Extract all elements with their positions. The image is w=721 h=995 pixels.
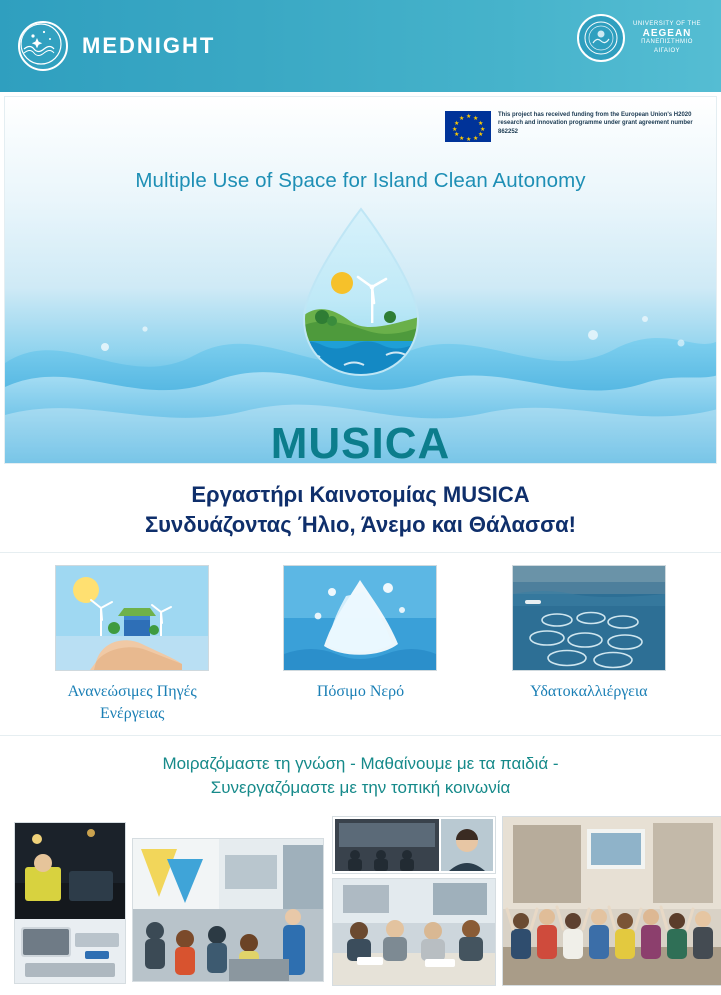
mednight-circle-icon	[18, 21, 68, 71]
subtitle-line-1: Μοιραζόμαστε τη γνώση - Μαθαίνουμε με τα παιδιά -	[162, 754, 559, 773]
photo-gallery	[10, 816, 711, 986]
group-celebration-photo	[502, 816, 721, 986]
eu-flag-icon: ★ ★ ★ ★ ★ ★ ★ ★ ★ ★ ★ ★	[445, 111, 491, 142]
subtitle-line-2: Συνεργαζόμαστε με την τοπική κοινωνία	[210, 778, 511, 797]
pillar-label: Πόσιμο Νερό	[316, 683, 405, 700]
aegean-line-2: AEGEAN	[642, 28, 692, 39]
pillar-renewable-energy	[37, 565, 227, 725]
page-header	[0, 0, 721, 92]
aegean-line-3: ΠΑΝΕΠΙΣΤΗΜΙΟ	[641, 39, 693, 45]
aegean-university-logo	[577, 14, 701, 62]
workshop-title-line-1: Εργαστήρι Καινοτομίας MUSICA	[191, 482, 530, 507]
mednight-wordmark: MEDNIGHT	[82, 33, 216, 58]
aegean-university-text	[633, 20, 701, 56]
musica-banner	[4, 96, 717, 464]
pillar-label: Ανανεώσιμες Πηγές Ενέργειας	[67, 683, 197, 722]
musica-wordmark: MUSICA	[270, 419, 451, 464]
banner-title: Multiple Use of Space for Island Clean Autonomy	[135, 169, 586, 192]
aegean-line-1: UNIVERSITY OF THE	[633, 21, 701, 27]
eu-funding-text: This project has received funding from the European Union's H2020 research and innovation programme under grant agreement number 862252	[498, 112, 693, 135]
community-subtitle	[0, 736, 721, 814]
workshop-title-block	[0, 464, 721, 553]
video-call-meeting-photo	[332, 816, 496, 874]
aquaculture-sea-cages-photo	[512, 565, 666, 671]
musica-waterdrop-logo-icon	[286, 205, 436, 383]
eu-funding-badge	[445, 111, 713, 142]
pillar-aquaculture	[494, 565, 684, 703]
classroom-students-presentation-photo	[132, 838, 324, 982]
pillar-label: Υδατοκαλλιέργεια	[530, 683, 648, 700]
pillar-drinking-water	[265, 565, 455, 703]
pillars-section	[0, 553, 721, 736]
renewable-energy-photo	[55, 565, 209, 671]
aegean-seal-icon	[577, 14, 625, 62]
mednight-logo	[18, 21, 215, 71]
aegean-line-4: ΑΙΓΑΙΟΥ	[653, 48, 681, 54]
roundtable-discussion-photo	[332, 878, 496, 986]
drinking-water-splash-photo	[283, 565, 437, 671]
workshop-title-line-2: Συνδυάζοντας Ήλιο, Άνεμο και Θάλασσα!	[144, 512, 576, 537]
workshop-night-desk-photo	[14, 822, 126, 984]
